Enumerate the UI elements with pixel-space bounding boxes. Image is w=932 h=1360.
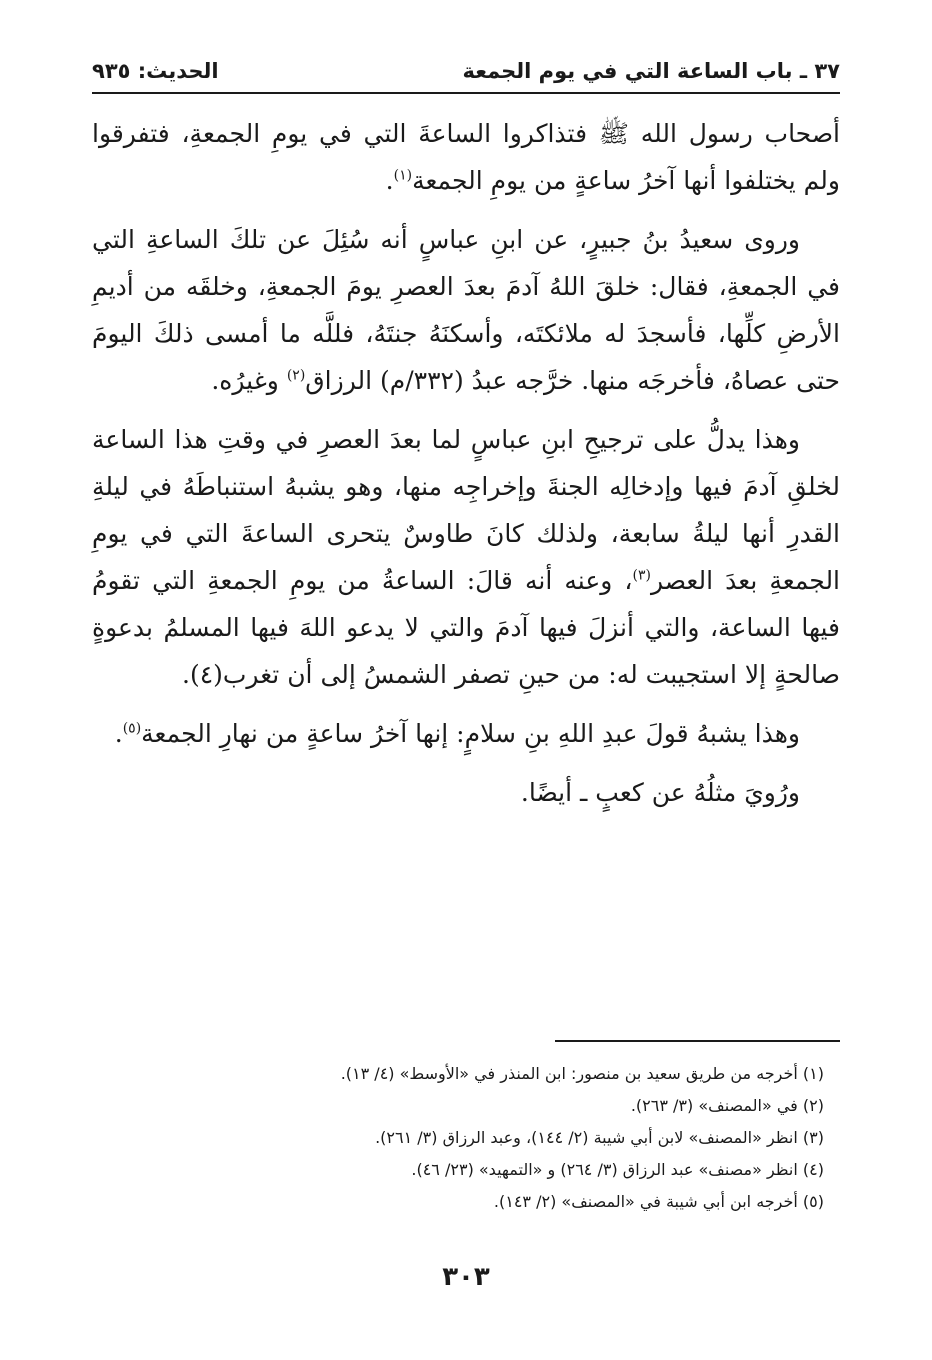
- footnote: (١) أخرجه من طريق سعيد بن منصور: ابن المنذر في «الأوسط» (٤/ ١٣).: [340, 1064, 824, 1083]
- paragraph: أصحاب رسول الله ﷺ فتذاكروا الساعةَ التي في يومِ الجمعةِ، فتفرقوا ولم يختلفوا أنها آخرُ ساعةٍ من يومِ الجمعة$^{(١)}$.: [92, 119, 840, 195]
- footnote: (٥) أخرجه ابن أبي شيبة في «المصنف» (٢/ ١٤٣).: [493, 1192, 824, 1211]
- footnotes: [92, 1058, 824, 1218]
- footnote-separator: [555, 1040, 840, 1042]
- paragraph: وروى سعيدُ بنُ جبيرٍ، عن ابنِ عباسٍ أنه سُئِلَ عن تلكَ الساعةِ التي في الجمعةِ، فقال: خلقَ اللهُ آدمَ بعدَ العصرِ يومَ الجمعةِ، وخلقَه من أديمِ الأرضِ كلِّها، فأسجدَ له ملائكتَه، وأسكنَهُ جنتَهُ، فللَّه ما أمسى ذلكَ اليومَ حتى عصاهُ، فأخرجَه منها. خرَّجه عبدُ (٣٣٢/م) الرزاق$^{(٢)}$ وغيرُه.: [92, 225, 840, 395]
- paragraph: وهذا يدلُّ على ترجيحِ ابنِ عباسٍ لما بعدَ العصرِ في وقتِ هذا الساعة لخلقِ آدمَ فيها وإدخالِه الجنةَ وإخراجِه منها، وهو يشبهُ استنباطَهُ في ليلةِ القدرِ أنها ليلةُ سابعة، ولذلك كانَ طاوسٌ يتحرى الساعةَ التي في يومِ الجمعةِ بعدَ العصر$^{(٣)}$، وعنه أنه قالَ: الساعةُ من يومِ الجمعةِ التي تقومُ فيها الساعة، والتي أنزلَ فيها آدمَ والتي لا يدعو اللهَ فيها المسلمُ بدعوةٍ صالحةٍ إلا استجيبت له: من حينِ تصفر الشمسُ إلى أن تغرب(٤).: [92, 425, 841, 689]
- running-header: [92, 50, 840, 94]
- hadith-number: الحديث: ٩٣٥: [92, 59, 219, 83]
- paragraph: وهذا يشبهُ قولَ عبدِ اللهِ بنِ سلامٍ: إنها آخرُ ساعةٍ من نهارِ الجمعة$^{(٥)}$.: [114, 719, 800, 748]
- chapter-title: ٣٧ ـ باب الساعة التي في يوم الجمعة: [462, 59, 840, 83]
- footnote: (٣) انظر «المصنف» لابن أبي شيبة (٢/ ١٤٤)، وعبد الرزاق (٣/ ٢٦١).: [375, 1128, 824, 1147]
- footnote: (٢) في «المصنف» (٣/ ٢٦٣).: [630, 1096, 824, 1115]
- main-text: [92, 110, 840, 828]
- footnote: (٤) انظر «مصنف» عبد الرزاق (٣/ ٢٦٤) و «التمهيد» (٢٣/ ٤٦).: [411, 1160, 824, 1179]
- paragraph: ورُويَ مثلُهُ عن كعبٍ ـ أيضًا.: [520, 778, 800, 807]
- page-number: ٣٠٣: [442, 1262, 490, 1292]
